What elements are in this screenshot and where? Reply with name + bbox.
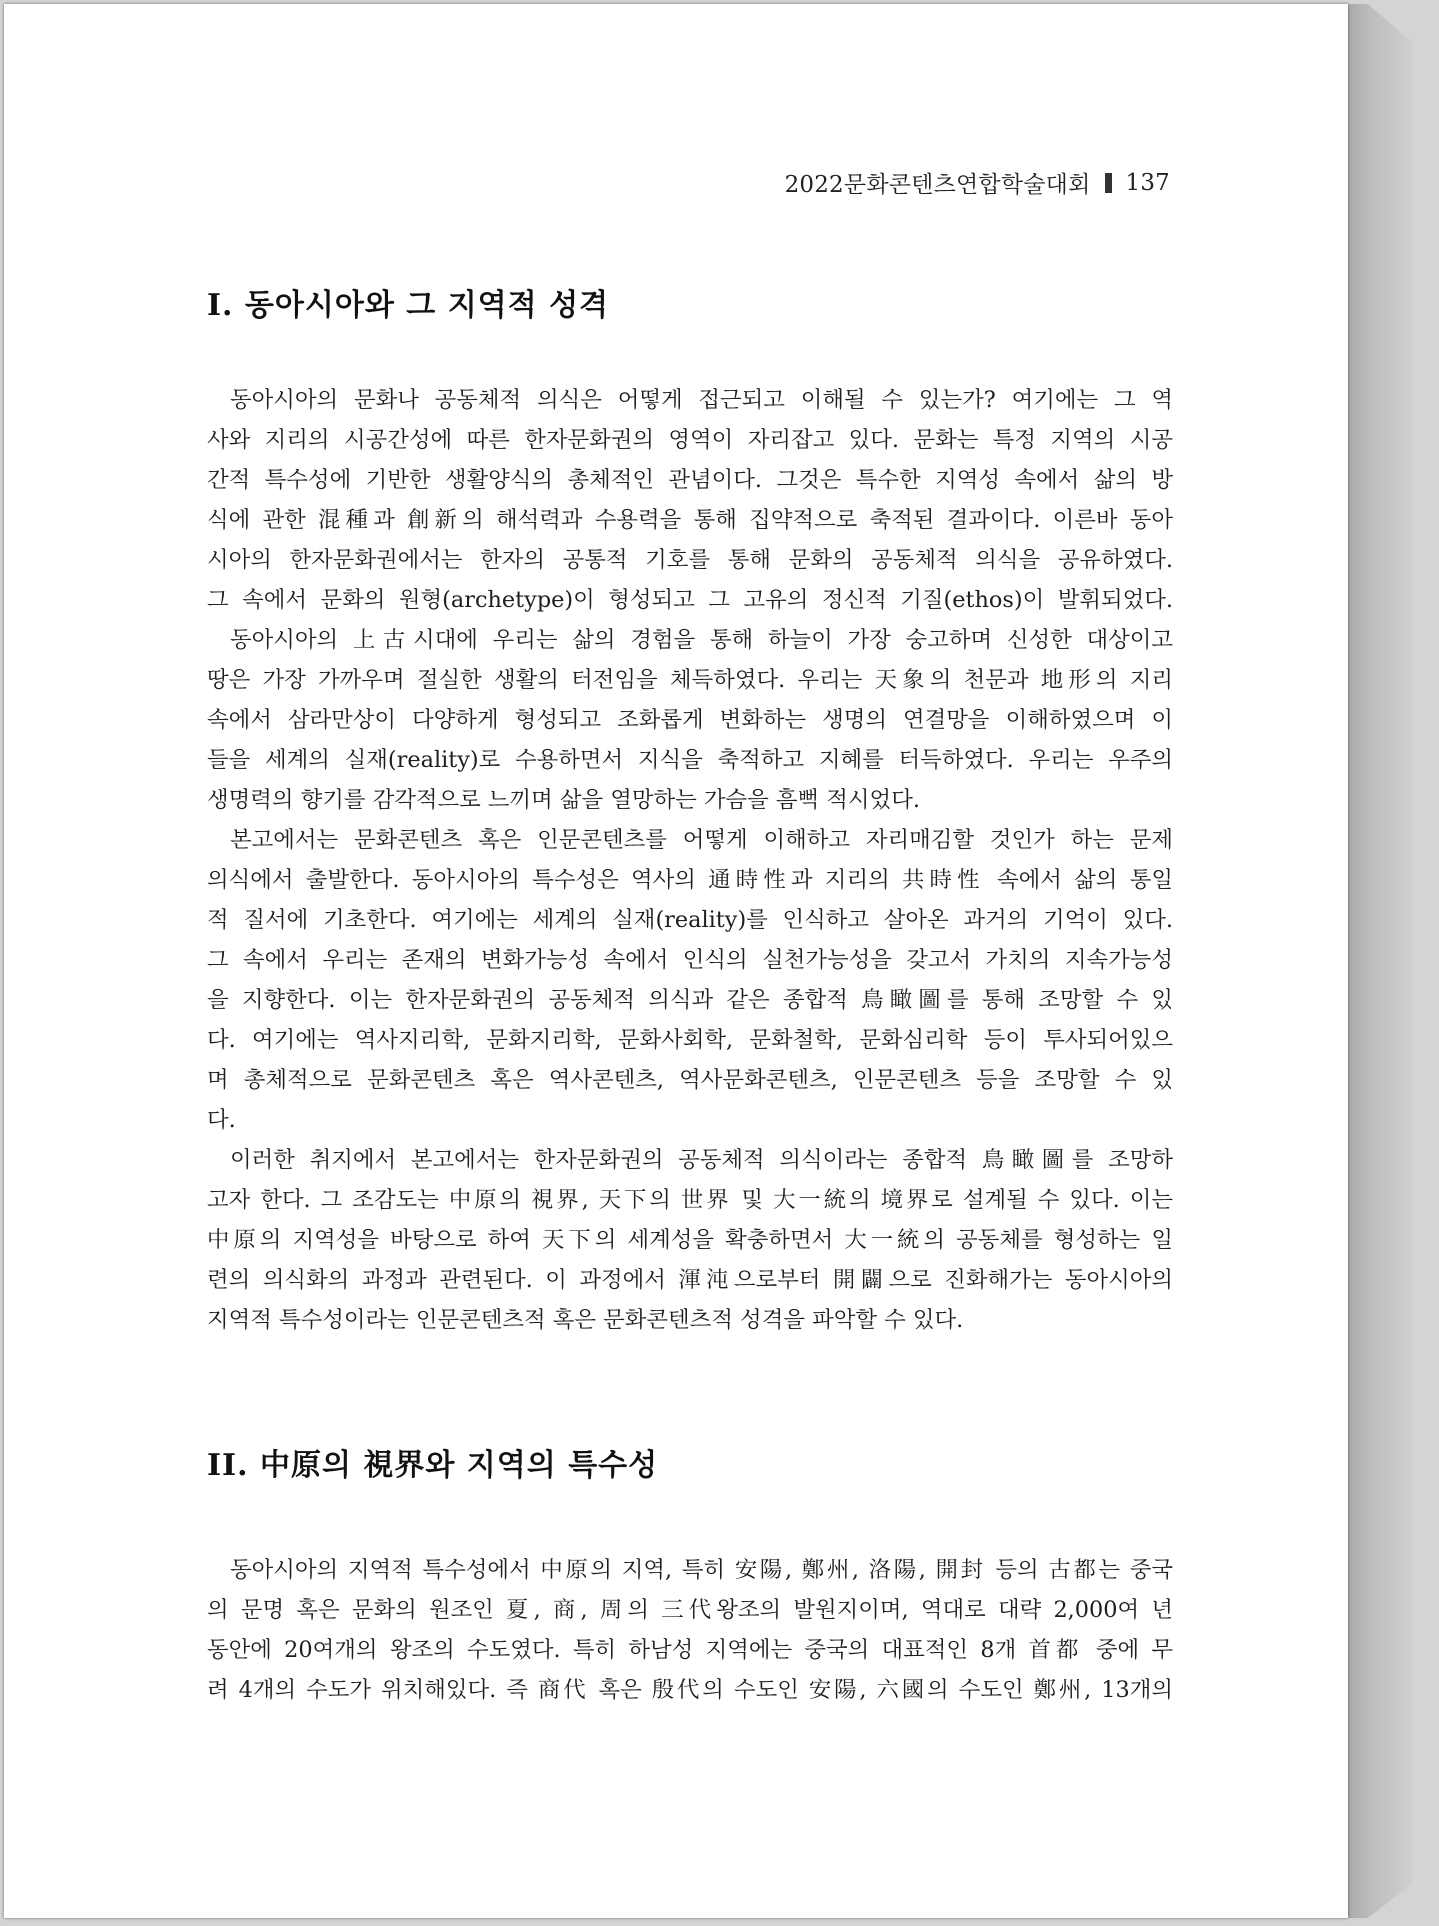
page-number: 137 (1125, 169, 1170, 196)
paragraph-line: 간적 특수성에 기반한 생활양식의 총체적인 관념이다. 그것은 특수한 지역성 속에서 삶의 방 (207, 467, 1173, 493)
document-page (4, 4, 1348, 1918)
section-title-2: II. 中原의 視界와 지역의 특수성 (207, 1448, 659, 1483)
page-stack-edge (1344, 4, 1412, 1918)
paragraph-line: 동아시아의 문화나 공동체적 의식은 어떻게 접근되고 이해될 수 있는가? 여기에는 그 역 (230, 387, 1173, 413)
paragraph-line: 들을 세계의 실재(reality)로 수용하면서 지식을 축적하고 지혜를 터득하였다. 우리는 우주의 (207, 747, 1173, 773)
paragraph-line: 생명력의 향기를 감각적으로 느끼며 삶을 열망하는 가슴을 흠뻑 적시었다. (207, 787, 920, 813)
paragraph-line: 동아시아의 지역적 특수성에서 中原의 지역, 특히 安陽, 鄭州, 洛陽, 開封 등의 古都는 중국 (230, 1557, 1173, 1583)
paragraph-line: 적 질서에 기초한다. 여기에는 세계의 실재(reality)를 인식하고 살아온 과거의 기억이 있다. (207, 907, 1173, 933)
paragraph-line: 사와 지리의 시공간성에 따른 한자문화권의 영역이 자리잡고 있다. 문화는 특정 지역의 시공 (207, 427, 1173, 453)
paragraph-line: 며 총체적으로 문화콘텐츠 혹은 역사콘텐츠, 역사문화콘텐츠, 인문콘텐츠 등을 조망할 수 있 (207, 1067, 1173, 1093)
paragraph-line: 의식에서 출발한다. 동아시아의 특수성은 역사의 通時性과 지리의 共時性 속에서 삶의 통일 (207, 867, 1173, 893)
paragraph-line: 려 4개의 수도가 위치해있다. 즉 商代 혹은 殷代의 수도인 安陽, 六國의 수도인 鄭州, 13개의 (207, 1677, 1173, 1703)
running-title: 2022문화콘텐츠연합학술대회 (784, 172, 1091, 198)
paragraph-line: 의 문명 혹은 문화의 원조인 夏, 商, 周의 三代왕조의 발원지이며, 역대로 대략 2,000여 년 (207, 1597, 1173, 1623)
paragraph-line: 다. (207, 1107, 236, 1133)
paragraph-line: 시아의 한자문화권에서는 한자의 공통적 기호를 통해 문화의 공동체적 의식을 공유하였다. (207, 547, 1173, 573)
section-title-1: I. 동아시아와 그 지역적 성격 (207, 288, 610, 323)
paragraph-line: 지역적 특수성이라는 인문콘텐츠적 혹은 문화콘텐츠적 성격을 파악할 수 있다. (207, 1307, 964, 1333)
section-1-body (207, 380, 1173, 1340)
paragraph-line: 동아시아의 上古시대에 우리는 삶의 경험을 통해 하늘이 가장 숭고하며 신성한 대상이고 (230, 627, 1173, 653)
paragraph-line: 땅은 가장 가까우며 절실한 생활의 터전임을 체득하였다. 우리는 天象의 천문과 地形의 지리 (207, 667, 1173, 693)
book (4, 4, 1408, 1918)
paragraph-line: 中原의 지역성을 바탕으로 하여 天下의 세계성을 확충하면서 大一統의 공동체를 형성하는 일 (207, 1227, 1173, 1253)
paragraph-line: 동안에 20여개의 왕조의 수도였다. 특히 하남성 지역에는 중국의 대표적인 8개 首都 중에 무 (207, 1637, 1173, 1663)
paragraph-line: 을 지향한다. 이는 한자문화권의 공동체적 의식과 같은 종합적 鳥瞰圖를 통해 조망할 수 있 (207, 987, 1173, 1013)
header-separator (1105, 173, 1112, 193)
section-2-body (207, 1550, 1173, 1710)
paragraph-line: 속에서 삼라만상이 다양하게 형성되고 조화롭게 변화하는 생명의 연결망을 이해하였으며 이 (207, 707, 1173, 733)
paragraph-line: 본고에서는 문화콘텐츠 혹은 인문콘텐츠를 어떻게 이해하고 자리매김할 것인가 하는 문제 (230, 827, 1173, 853)
paragraph-line: 고자 한다. 그 조감도는 中原의 視界, 天下의 世界 및 大一統의 境界로 설계될 수 있다. 이는 (207, 1187, 1173, 1213)
paragraph-line: 련의 의식화의 과정과 관련된다. 이 과정에서 渾沌으로부터 開闢으로 진화해가는 동아시아의 (207, 1267, 1173, 1293)
running-header (785, 166, 1170, 199)
paragraph-line: 이러한 취지에서 본고에서는 한자문화권의 공동체적 의식이라는 종합적 鳥瞰圖를 조망하 (230, 1147, 1173, 1173)
paragraph-line: 그 속에서 우리는 존재의 변화가능성 속에서 인식의 실천가능성을 갖고서 가치의 지속가능성 (207, 947, 1173, 973)
paragraph-line: 다. 여기에는 역사지리학, 문화지리학, 문화사회학, 문화철학, 문화심리학 등이 투사되어있으 (207, 1027, 1173, 1053)
paragraph-line: 식에 관한 混種과 創新의 해석력과 수용력을 통해 집약적으로 축적된 결과이다. 이른바 동아 (207, 507, 1173, 533)
paragraph-line: 그 속에서 문화의 원형(archetype)이 형성되고 그 고유의 정신적 기질(ethos)이 발휘되었다. (207, 587, 1173, 613)
